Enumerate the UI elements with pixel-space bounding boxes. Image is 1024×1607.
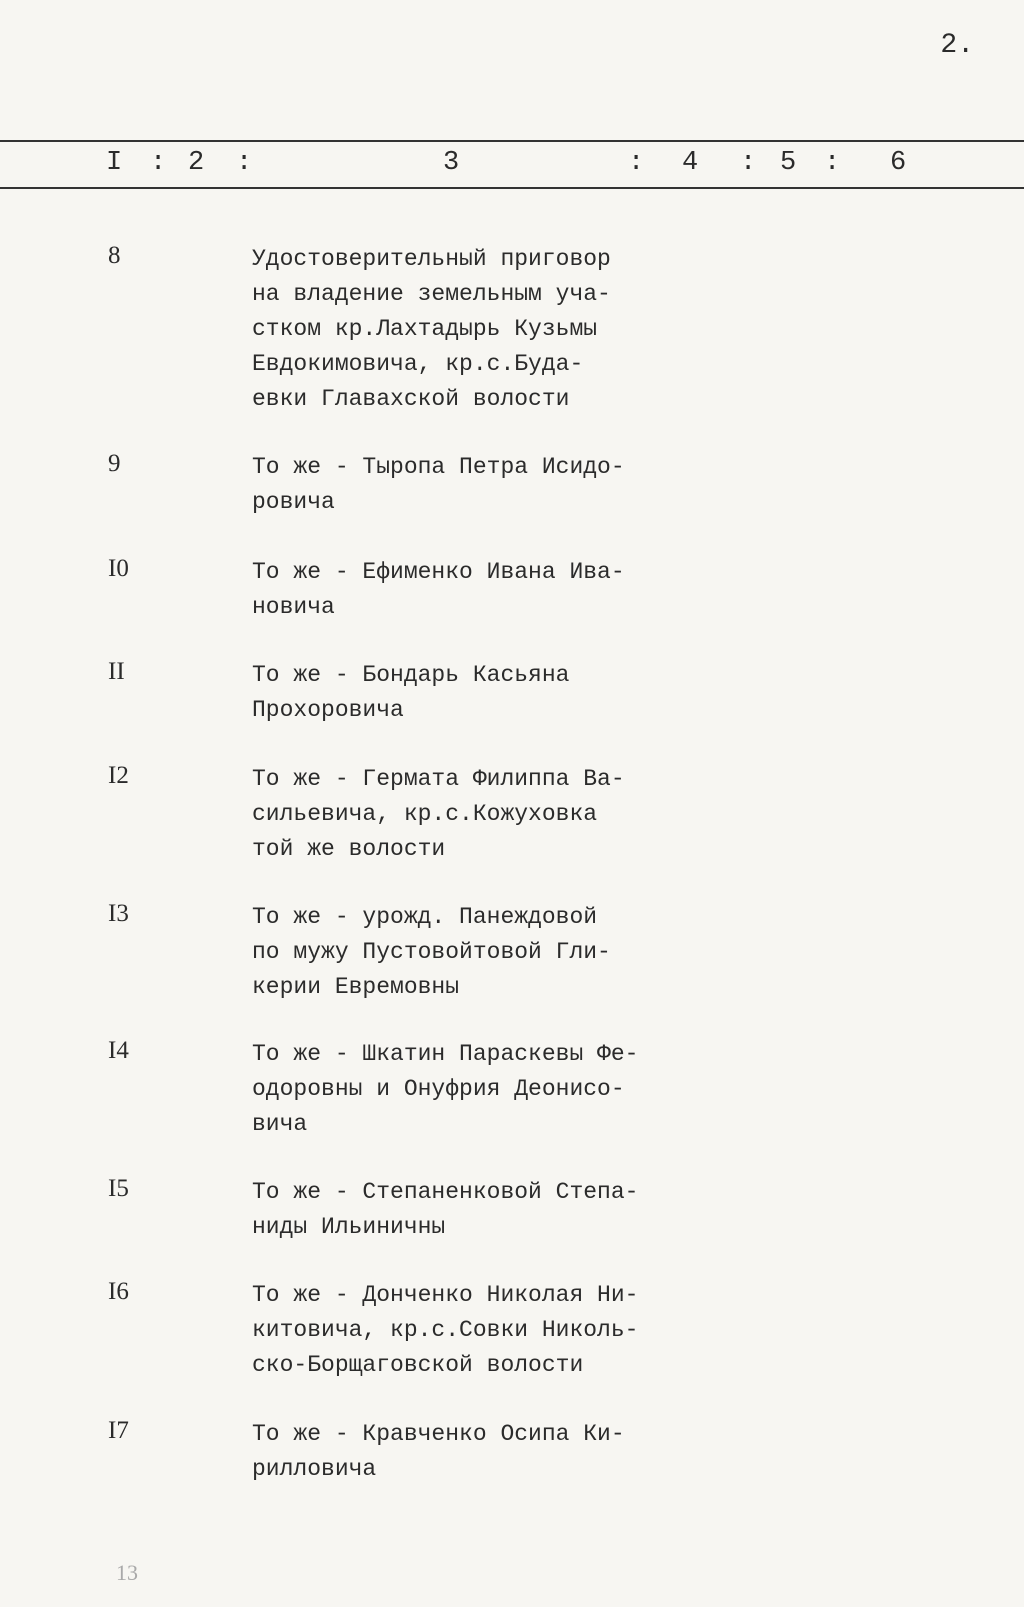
entry-text: То же - Кравченко Осипа Ки- рилловича [252, 1421, 625, 1482]
column-header-4: 4 [682, 148, 700, 178]
entry-text: То же - Степаненковой Степа- ниды Ильиничны [252, 1179, 639, 1240]
entry-text: Удостоверительный приговор на владение земельным уча- стком кр.Лахтадырь Кузьмы Евдокимовича, кр.с.Буда- евки Главахской волости [252, 246, 611, 412]
column-header-1: I [106, 148, 124, 178]
entry-number: 9 [108, 450, 121, 477]
column-header-separator: : [824, 148, 842, 178]
header-top-rule [0, 140, 1024, 142]
entry-number: I6 [108, 1278, 129, 1305]
column-header-row [0, 148, 1024, 182]
entry-text: То же - Гермата Филиппа Ва- сильевича, кр.с.Кожуховка той же волости [252, 766, 625, 862]
entry-number: II [108, 658, 125, 685]
entry-text: То же - Тыропа Петра Исидо- ровича [252, 454, 625, 515]
column-header-separator: : [628, 148, 646, 178]
entry-number: 8 [108, 242, 121, 269]
faded-page-mark: 13 [116, 1560, 138, 1585]
column-header-separator: : [236, 148, 254, 178]
column-header-5: 5 [780, 148, 798, 178]
entry-text: То же - урожд. Панеждовой по мужу Пустовойтовой Гли- керии Евремовны [252, 904, 611, 1000]
entry-text: То же - Бондарь Касьяна Прохоровича [252, 662, 570, 723]
entry-number: I3 [108, 900, 129, 927]
entry-text: То же - Шкатин Параскевы Фе- одоровны и Онуфрия Деонисо- вича [252, 1041, 639, 1137]
column-header-separator: : [150, 148, 168, 178]
entry-number: I4 [108, 1037, 129, 1064]
column-header-2: 2 [188, 148, 206, 178]
page-number: 2. [940, 30, 974, 61]
column-header-3: 3 [443, 148, 461, 178]
column-header-separator: : [740, 148, 758, 178]
entry-number: I2 [108, 762, 129, 789]
entry-number: I0 [108, 555, 129, 582]
column-header-6: 6 [890, 148, 908, 178]
entry-text: То же - Донченко Николая Ни- китовича, кр.с.Совки Николь- ско-Борщаговской волости [252, 1282, 639, 1378]
entry-number: I7 [108, 1417, 129, 1444]
entry-text: То же - Ефименко Ивана Ива- новича [252, 559, 625, 620]
entry-number: I5 [108, 1175, 129, 1202]
header-bottom-rule [0, 187, 1024, 189]
